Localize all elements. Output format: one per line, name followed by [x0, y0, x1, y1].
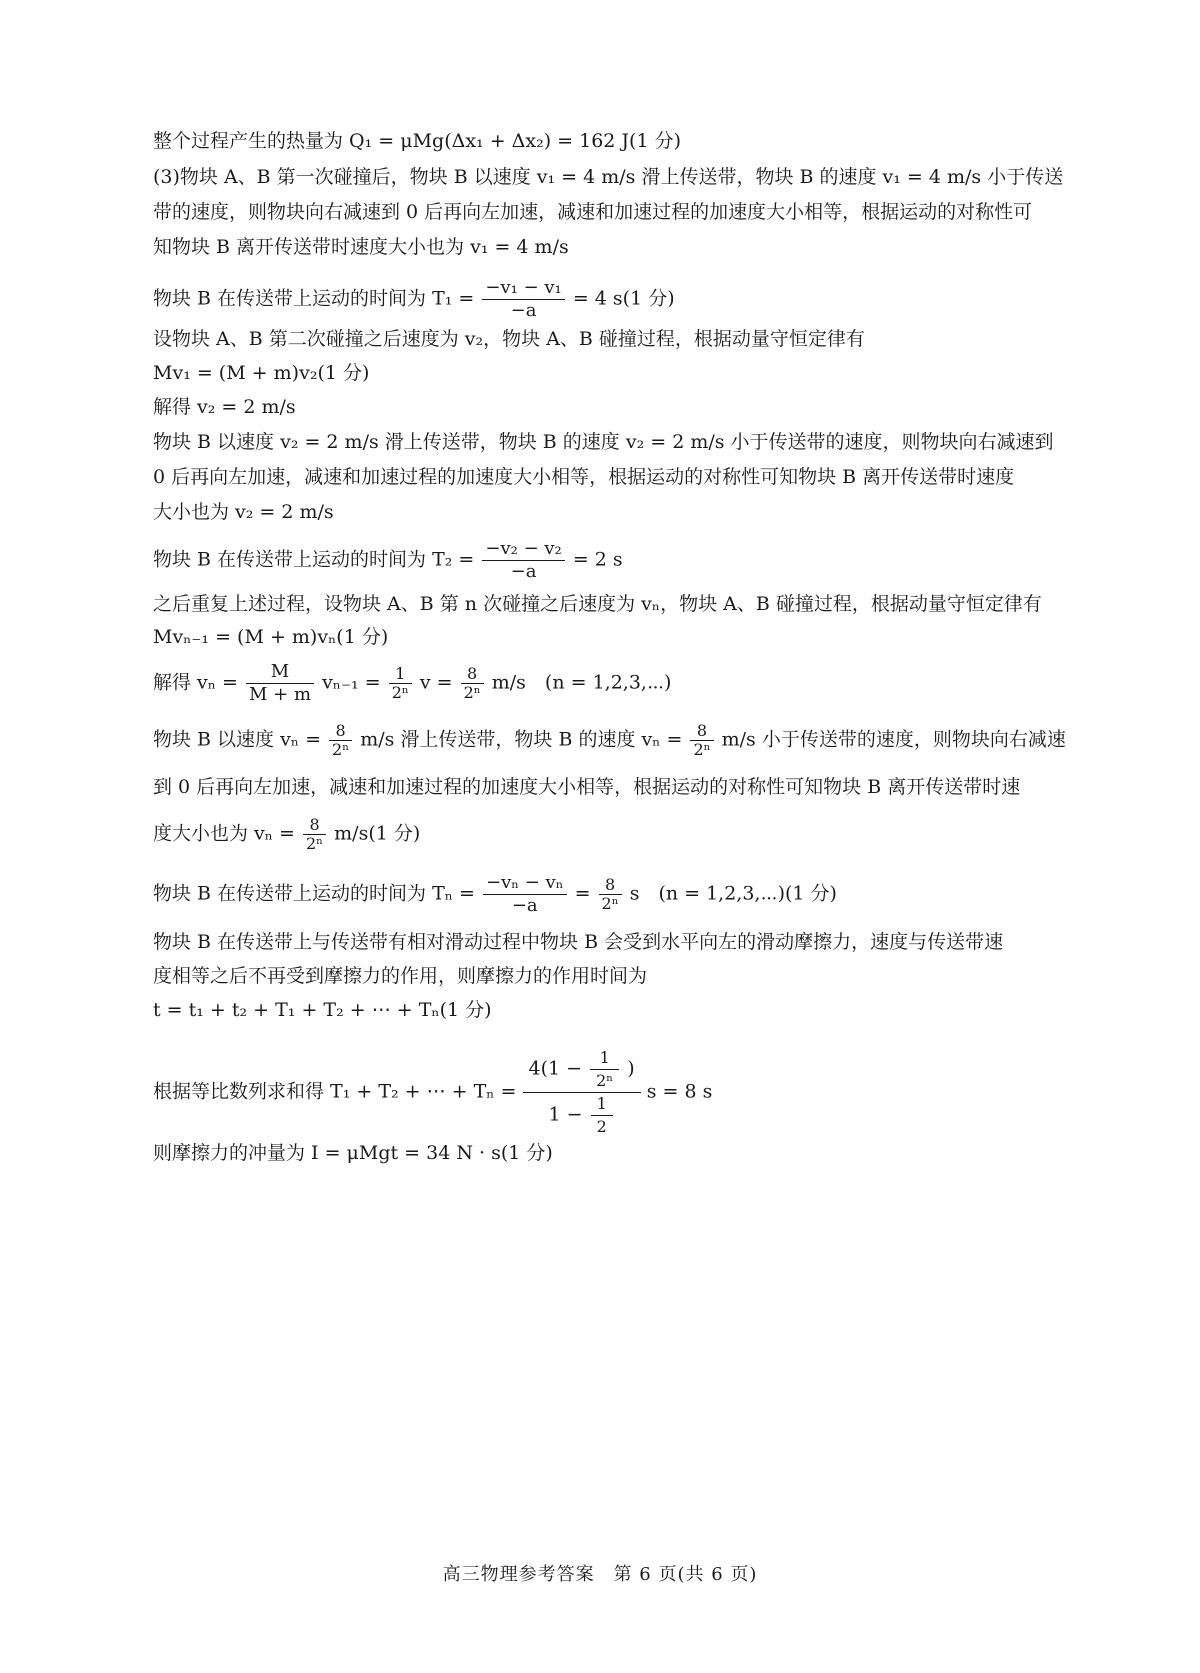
fraction: $\frac{1}{2}$ — [591, 1095, 613, 1136]
fraction: 4(1 − $\frac{1}{\text{2ⁿ}}$ ) 1 − $\frac{1}{2}$ — [523, 1049, 641, 1136]
fraction: $\frac{1}{\text{2ⁿ}}$ — [389, 665, 412, 702]
text-line: 设物块 A、B 第二次碰撞之后速度为 v₂，物块 A、B 碰撞过程，根据动量守恒定律有 — [153, 328, 865, 350]
text-line: t = t₁ + t₂ + T₁ + T₂ + ⋯ + Tₙ(1 分) — [153, 999, 492, 1021]
equation-line: 物块 B 以速度 vₙ = $\frac{8}{\text{2ⁿ}}$ m/s 滑上传送带，物块 B 的速度 vₙ = $\frac{8}{\text{2ⁿ}}$ m/s 小于传送带的速度，则物块向右减速 — [153, 721, 1066, 759]
equation-line: 物块 B 在传送带上运动的时间为 T₁ = $\frac{\text{−v₁ − v₁}}{-a}$ = 4 s(1 分) — [153, 277, 675, 321]
equation-line: 度大小也为 vₙ = $\frac{8}{\text{2ⁿ}}$ m/s(1 分) — [153, 815, 421, 853]
text-line: 0 后再向左加速，减速和加速过程的加速度大小相等，根据运动的对称性可知物块 B 离开传送带时速度 — [153, 466, 1015, 488]
text-line: 解得 v₂ = 2 m/s — [153, 396, 296, 418]
equation-line: 物块 B 在传送带上运动的时间为 Tₙ = $\frac{\text{−vₙ − vₙ}}{-a}$ = $\frac{8}{\text{2ⁿ}}$ s (n = 1,2,3,⋯)(1 分) — [153, 872, 837, 916]
text-line: 知物块 B 离开传送带时速度大小也为 v₁ = 4 m/s — [153, 236, 569, 258]
fraction: $\frac{\text{−v₁ − v₁}}{-a}$ — [482, 277, 564, 322]
fraction: $\frac{8}{\text{2ⁿ}}$ — [690, 722, 713, 759]
equation-line: 解得 vₙ = $\frac{M}{M + m}$ vₙ₋₁ = $\frac{1}{\text{2ⁿ}}$ v = $\frac{8}{\text{2ⁿ}}$ m/s (n = 1,2,3,⋯) — [153, 661, 672, 705]
text-line: 带的速度，则物块向右减速到 0 后再向左加速，减速和加速过程的加速度大小相等，根据运动的对称性可 — [153, 201, 1033, 223]
fraction: $\frac{8}{\text{2ⁿ}}$ — [599, 876, 622, 913]
equation-line: 根据等比数列求和得 T₁ + T₂ + ⋯ + Tₙ = 4(1 − $\frac{1}{\text{2ⁿ}}$ ) 1 − $\frac{1}{2}$ s = 8 s — [153, 1048, 713, 1136]
text-line: 整个过程产生的热量为 Q₁ = μMg(Δx₁ + Δx₂) = 162 J(1 分) — [153, 130, 682, 152]
text-line: 物块 B 以速度 v₂ = 2 m/s 滑上传送带，物块 B 的速度 v₂ = 2 m/s 小于传送带的速度，则物块向右减速到 — [153, 431, 1054, 453]
text-line: 度相等之后不再受到摩擦力的作用，则摩擦力的作用时间为 — [153, 965, 648, 987]
text-line: Mv₁ = (M + m)v₂(1 分) — [153, 362, 370, 384]
text-line: Mvₙ₋₁ = (M + m)vₙ(1 分) — [153, 626, 389, 648]
text-line: 则摩擦力的冲量为 I = μMgt = 34 N · s(1 分) — [153, 1142, 553, 1164]
text-line: 到 0 后再向左加速，减速和加速过程的加速度大小相等，根据运动的对称性可知物块 B 离开传送带时速 — [153, 776, 1021, 798]
fraction: $\frac{8}{\text{2ⁿ}}$ — [329, 722, 352, 759]
fraction: $\frac{1}{\text{2ⁿ}}$ — [590, 1049, 619, 1090]
page-footer: 高三物理参考答案 第 6 页(共 6 页) — [442, 1564, 758, 1585]
text-line: 大小也为 v₂ = 2 m/s — [153, 501, 334, 523]
text-line: (3)物块 A、B 第一次碰撞后，物块 B 以速度 v₁ = 4 m/s 滑上传送带，物块 B 的速度 v₁ = 4 m/s 小于传送 — [153, 166, 1064, 188]
fraction: $\frac{\text{−v₂ − v₂}}{-a}$ — [482, 538, 564, 583]
fraction: $\frac{M}{M + m}$ — [246, 661, 314, 706]
equation-line: 物块 B 在传送带上运动的时间为 T₂ = $\frac{\text{−v₂ − v₂}}{-a}$ = 2 s — [153, 538, 623, 582]
fraction: $\frac{8}{\text{2ⁿ}}$ — [461, 665, 484, 702]
text-line: 之后重复上述过程，设物块 A、B 第 n 次碰撞之后速度为 vₙ，物块 A、B 碰撞过程，根据动量守恒定律有 — [153, 593, 1042, 615]
fraction: $\frac{\text{−vₙ − vₙ}}{-a}$ — [483, 872, 567, 917]
fraction: $\frac{8}{\text{2ⁿ}}$ — [303, 816, 326, 853]
text-line: 物块 B 在传送带上与传送带有相对滑动过程中物块 B 会受到水平向左的滑动摩擦力，速度与传送带速 — [153, 931, 1004, 953]
